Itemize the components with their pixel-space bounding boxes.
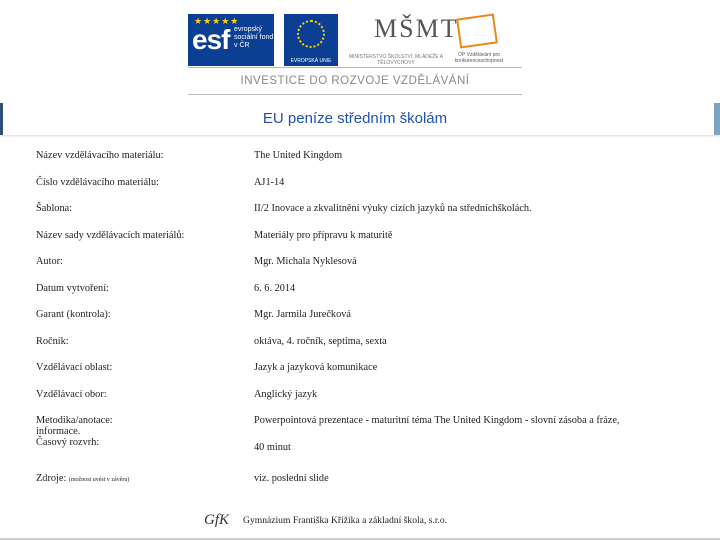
row-label	[36, 415, 246, 448]
row-value: Materiály pro přípravu k maturitě	[254, 229, 393, 241]
zdroje-value: viz. poslední slide	[254, 473, 329, 484]
table-row	[36, 140, 696, 167]
row-label: Vzdělávací oblast:	[36, 362, 113, 373]
row-value: Mgr. Michala Nyklesová	[254, 256, 357, 267]
esf-logo-text: evropský sociální fond v ČR	[234, 26, 274, 49]
op-logo-icon	[456, 14, 498, 49]
row-label: Číslo vzdělávacího materiálu:	[36, 176, 159, 188]
casovy-rozvrh-value: 40 minut	[254, 442, 291, 453]
row-label: Název vzdělávacího materiálu:	[36, 150, 164, 161]
metadata-table	[36, 140, 696, 490]
table-row-zdroje	[36, 463, 696, 490]
esf-logo	[188, 14, 274, 66]
zdroje-label: Zdroje:	[36, 473, 67, 484]
table-row	[36, 352, 696, 379]
row-value: oktáva, 4. ročník, septima, sexta	[254, 335, 387, 347]
row-value: 6. 6. 2014	[254, 282, 296, 294]
op-logo-text: OP Vzdělávání pro konkurenceschopnost	[454, 52, 504, 64]
eu-stars-icon: ★★★★★	[194, 16, 240, 26]
row-value: Mgr. Jarmila Jurečková	[254, 309, 351, 320]
table-row	[36, 193, 696, 220]
row-label: Datum vytvoření:	[36, 282, 109, 294]
table-row	[36, 273, 696, 300]
page-title: EU peníze středním školám	[262, 110, 448, 127]
table-row	[36, 379, 696, 406]
msmt-logo-mark: MŠMT	[374, 14, 459, 43]
metodika-label: Metodika/anotace:	[36, 415, 113, 426]
msmt-logo	[348, 14, 459, 66]
row-label: Ročník:	[36, 335, 69, 347]
row-label: Garant (kontrola):	[36, 309, 111, 320]
table-row	[36, 167, 696, 194]
row-value: Jazyk a jazyková komunikace	[254, 362, 378, 373]
school-logo: GfK	[204, 512, 230, 528]
eu-logo-text: EVROPSKÁ UNIE	[290, 58, 332, 64]
row-label: Název sady vzdělávacích materiálů:	[36, 229, 185, 241]
row-value: Anglický jazyk	[254, 388, 318, 400]
table-row	[36, 246, 696, 273]
metodika-label-2: informace.	[36, 426, 81, 437]
row-label: Šablona:	[36, 203, 73, 214]
eu-star-ring-icon	[297, 20, 325, 48]
row-label	[36, 473, 246, 484]
eu-flag-logo	[284, 14, 338, 66]
msmt-logo-text: MINISTERSTVO ŠKOLSTVÍ, MLÁDEŽE A TĚLOVÝCHOVY	[348, 54, 444, 66]
row-value: AJ1-14	[254, 176, 285, 188]
table-row	[36, 326, 696, 353]
investment-banner-text: INVESTICE DO ROZVOJE VZDĚLÁVÁNÍ	[240, 75, 470, 87]
school-name: Gymnázium Františka Křižíka a základní škola, s.r.o.	[243, 515, 448, 526]
metodika-value: Powerpointová prezentace - maturitní téma The United Kingdom - slovní zásoba a fráze,	[254, 415, 620, 426]
investment-banner	[188, 67, 522, 95]
table-row	[36, 299, 696, 326]
row-value: II/2 Inovace a zkvalitnění výuky cizích jazyků na středníchškolách.	[254, 203, 532, 214]
table-row	[36, 220, 696, 247]
table-row-metodika	[36, 405, 696, 463]
row-label: Vzdělávací obor:	[36, 388, 107, 400]
esf-logo-mark: esf	[192, 24, 230, 55]
casovy-rozvrh-label: Časový rozvrh:	[36, 437, 100, 448]
footer	[204, 512, 447, 529]
row-value: The United Kingdom	[254, 150, 343, 161]
zdroje-note: (možnost uvést v závěru)	[68, 477, 130, 483]
row-label: Autor:	[36, 256, 63, 267]
logo-strip	[188, 12, 504, 68]
op-logo	[454, 14, 504, 66]
